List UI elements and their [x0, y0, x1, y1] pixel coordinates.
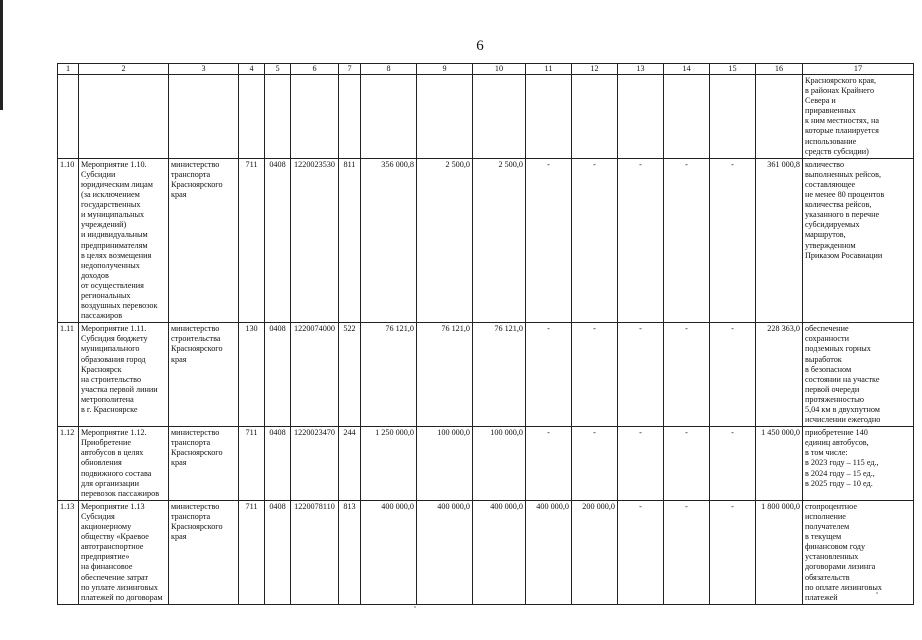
activity-name: Мероприятие 1.11. Субсидия бюджету муниципального образования город Красноярск на строительство участка первой линии метрополитена в г. Красноярске: [79, 323, 169, 427]
col-header: 15: [710, 64, 756, 75]
amount-cell: -: [526, 323, 572, 427]
table-cell: [58, 75, 79, 159]
col-header: 1: [58, 64, 79, 75]
table-cell: [710, 75, 756, 159]
section-code: 0408: [265, 158, 291, 323]
amount-cell: -: [526, 427, 572, 501]
amount-cell: 400 000,0: [526, 500, 572, 604]
result-indicator-cell: Красноярского края, в районах Крайнего Севера и приравненных к ним местностях, на которые планируется использование средств субсидии): [803, 75, 914, 159]
amount-cell: -: [572, 323, 618, 427]
table-row: [58, 158, 914, 323]
program-activities-table: [57, 63, 914, 605]
amount-cell: 76 121,0: [473, 323, 526, 427]
amount-cell: 100 000,0: [473, 427, 526, 501]
amount-cell: 76 121,0: [361, 323, 417, 427]
table-cell: [618, 75, 664, 159]
grbs-code: 711: [239, 158, 265, 323]
responsible-ministry: министерство транспорта Красноярского края: [169, 500, 239, 604]
col-header: 14: [664, 64, 710, 75]
col-header: 11: [526, 64, 572, 75]
table-cell: [526, 75, 572, 159]
grbs-code: 711: [239, 427, 265, 501]
row-number: 1.11: [58, 323, 79, 427]
amount-cell: -: [572, 158, 618, 323]
expense-type-code: 244: [339, 427, 361, 501]
scan-speck: [414, 606, 416, 608]
amount-cell: -: [526, 158, 572, 323]
col-header: 2: [79, 64, 169, 75]
amount-cell: 1 250 000,0: [361, 427, 417, 501]
table-row: [58, 323, 914, 427]
col-header: 8: [361, 64, 417, 75]
col-header: 3: [169, 64, 239, 75]
total-cell: 361 000,8: [756, 158, 803, 323]
amount-cell: 200 000,0: [572, 500, 618, 604]
activity-name: Мероприятие 1.13 Субсидия акционерному обществу «Краевое автотранспортное предприятие» на финансовое обеспечение затрат по уплате лизинговых платежей по договорам: [79, 500, 169, 604]
row-number: 1.10: [58, 158, 79, 323]
col-header: 16: [756, 64, 803, 75]
grbs-code: 711: [239, 500, 265, 604]
result-indicator-cell: обеспечение сохранности подземных горных выработок в безопасном состоянии на участке первой очереди протяженностью 5,04 км в двухпутном исчислении ежегодно: [803, 323, 914, 427]
table-row: [58, 500, 914, 604]
activity-name: Мероприятие 1.10. Субсидии юридическим лицам (за исключением государственных и муниципальных учреждений) и индивидуальным предпринимателям в целях возмещения недополученных доходов от осуществления региональных воздушных перевозок пассажиров: [79, 158, 169, 323]
total-cell: 228 363,0: [756, 323, 803, 427]
result-indicator-cell: стопроцентное исполнение получателем в текущем финансовом году установленных договорами лизинга обязательств по оплате лизинговых платежей: [803, 500, 914, 604]
col-header: 9: [417, 64, 473, 75]
responsible-ministry: министерство транспорта Красноярского края: [169, 158, 239, 323]
table-cell: [291, 75, 339, 159]
table-cell: [361, 75, 417, 159]
col-header: 17: [803, 64, 914, 75]
amount-cell: 100 000,0: [417, 427, 473, 501]
amount-cell: 2 500,0: [473, 158, 526, 323]
col-header: 12: [572, 64, 618, 75]
table-cell: [339, 75, 361, 159]
target-article-code: 1220023530: [291, 158, 339, 323]
expense-type-code: 522: [339, 323, 361, 427]
row-number: 1.12: [58, 427, 79, 501]
grbs-code: 130: [239, 323, 265, 427]
result-indicator-cell: приобретение 140 единиц автобусов, в том числе: в 2023 году – 115 ед., в 2024 году – 15 ед., в 2025 году – 10 ед.: [803, 427, 914, 501]
total-cell: 1 450 000,0: [756, 427, 803, 501]
amount-cell: 356 000,8: [361, 158, 417, 323]
table-cell: [265, 75, 291, 159]
continuation-row: [58, 75, 914, 159]
amount-cell: -: [618, 158, 664, 323]
section-code: 0408: [265, 323, 291, 427]
table-cell: [664, 75, 710, 159]
page-number: 6: [476, 38, 484, 54]
responsible-ministry: министерство строительства Красноярского края: [169, 323, 239, 427]
amount-cell: -: [618, 427, 664, 501]
amount-cell: -: [710, 323, 756, 427]
section-code: 0408: [265, 427, 291, 501]
amount-cell: 2 500,0: [417, 158, 473, 323]
amount-cell: -: [710, 427, 756, 501]
amount-cell: -: [618, 323, 664, 427]
section-code: 0408: [265, 500, 291, 604]
col-header: 5: [265, 64, 291, 75]
amount-cell: -: [618, 500, 664, 604]
target-article-code: 1220074000: [291, 323, 339, 427]
amount-cell: -: [572, 427, 618, 501]
table-cell: [239, 75, 265, 159]
col-header: 4: [239, 64, 265, 75]
result-indicator-cell: количество выполненных рейсов, составляющее не менее 80 процентов количества рейсов, указанного в перечне субсидируемых маршрутов, утвержденном Приказом Росавиации: [803, 158, 914, 323]
amount-cell: -: [664, 500, 710, 604]
table-cell: [756, 75, 803, 159]
responsible-ministry: министерство транспорта Красноярского края: [169, 427, 239, 501]
target-article-code: 1220023470: [291, 427, 339, 501]
amount-cell: -: [710, 158, 756, 323]
expense-type-code: 813: [339, 500, 361, 604]
row-number: 1.13: [58, 500, 79, 604]
amount-cell: -: [710, 500, 756, 604]
amount-cell: -: [664, 158, 710, 323]
table-row: [58, 427, 914, 501]
header-row: [58, 64, 914, 75]
col-header: 10: [473, 64, 526, 75]
table-cell: [417, 75, 473, 159]
col-header: 7: [339, 64, 361, 75]
total-cell: 1 800 000,0: [756, 500, 803, 604]
table-cell: [169, 75, 239, 159]
col-header: 13: [618, 64, 664, 75]
amount-cell: 400 000,0: [361, 500, 417, 604]
activity-name: Мероприятие 1.12. Приобретение автобусов в целях обновления подвижного состава для организации перевозок пассажиров: [79, 427, 169, 501]
amount-cell: -: [664, 323, 710, 427]
expense-type-code: 811: [339, 158, 361, 323]
amount-cell: 400 000,0: [417, 500, 473, 604]
amount-cell: 76 121,0: [417, 323, 473, 427]
table-cell: [473, 75, 526, 159]
table-cell: [79, 75, 169, 159]
amount-cell: -: [664, 427, 710, 501]
scan-edge-mark: [0, 0, 3, 110]
scan-speck: [876, 592, 878, 594]
table-cell: [572, 75, 618, 159]
amount-cell: 400 000,0: [473, 500, 526, 604]
col-header: 6: [291, 64, 339, 75]
target-article-code: 1220078110: [291, 500, 339, 604]
